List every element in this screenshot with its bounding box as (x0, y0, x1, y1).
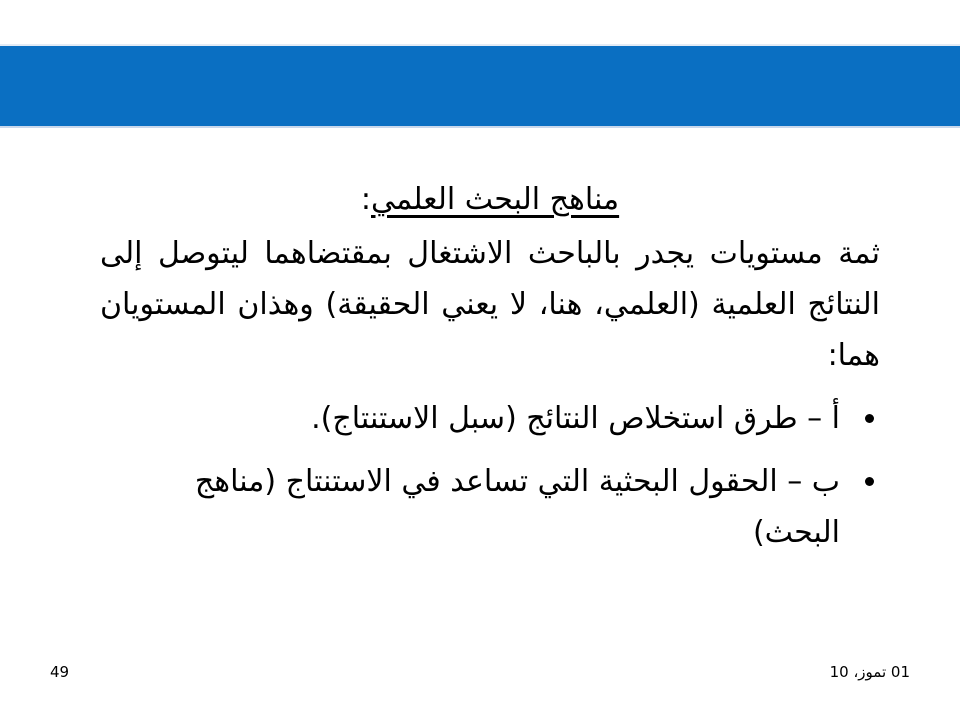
bullet-dot-icon (865, 414, 874, 423)
page-number: 49 (50, 663, 70, 681)
bullet-item (100, 393, 880, 444)
footer-date: 01 تموز، 10 (829, 663, 910, 681)
slide-title-suffix: : (360, 182, 371, 217)
bullet-item (100, 456, 880, 558)
intro-paragraph: ثمة مستويات يجدر بالباحث الاشتغال بمقتضاهما ليتوصل إلى النتائج العلمية (العلمي، هنا، لا يعني الحقيقة) وهذان المستويان هما: (100, 236, 880, 373)
slide-content (100, 178, 880, 558)
bullet-text: أ – طرق استخلاص النتائج (سبل الاستنتاج). (311, 401, 840, 436)
bullet-list (100, 393, 880, 558)
slide-title (100, 178, 880, 222)
slide-title-text: مناهج البحث العلمي (371, 182, 620, 217)
bullet-dot-icon (865, 477, 874, 486)
bullet-text: ب – الحقول البحثية التي تساعد في الاستنتاج (مناهج البحث) (194, 464, 840, 550)
header-bar (0, 44, 960, 128)
